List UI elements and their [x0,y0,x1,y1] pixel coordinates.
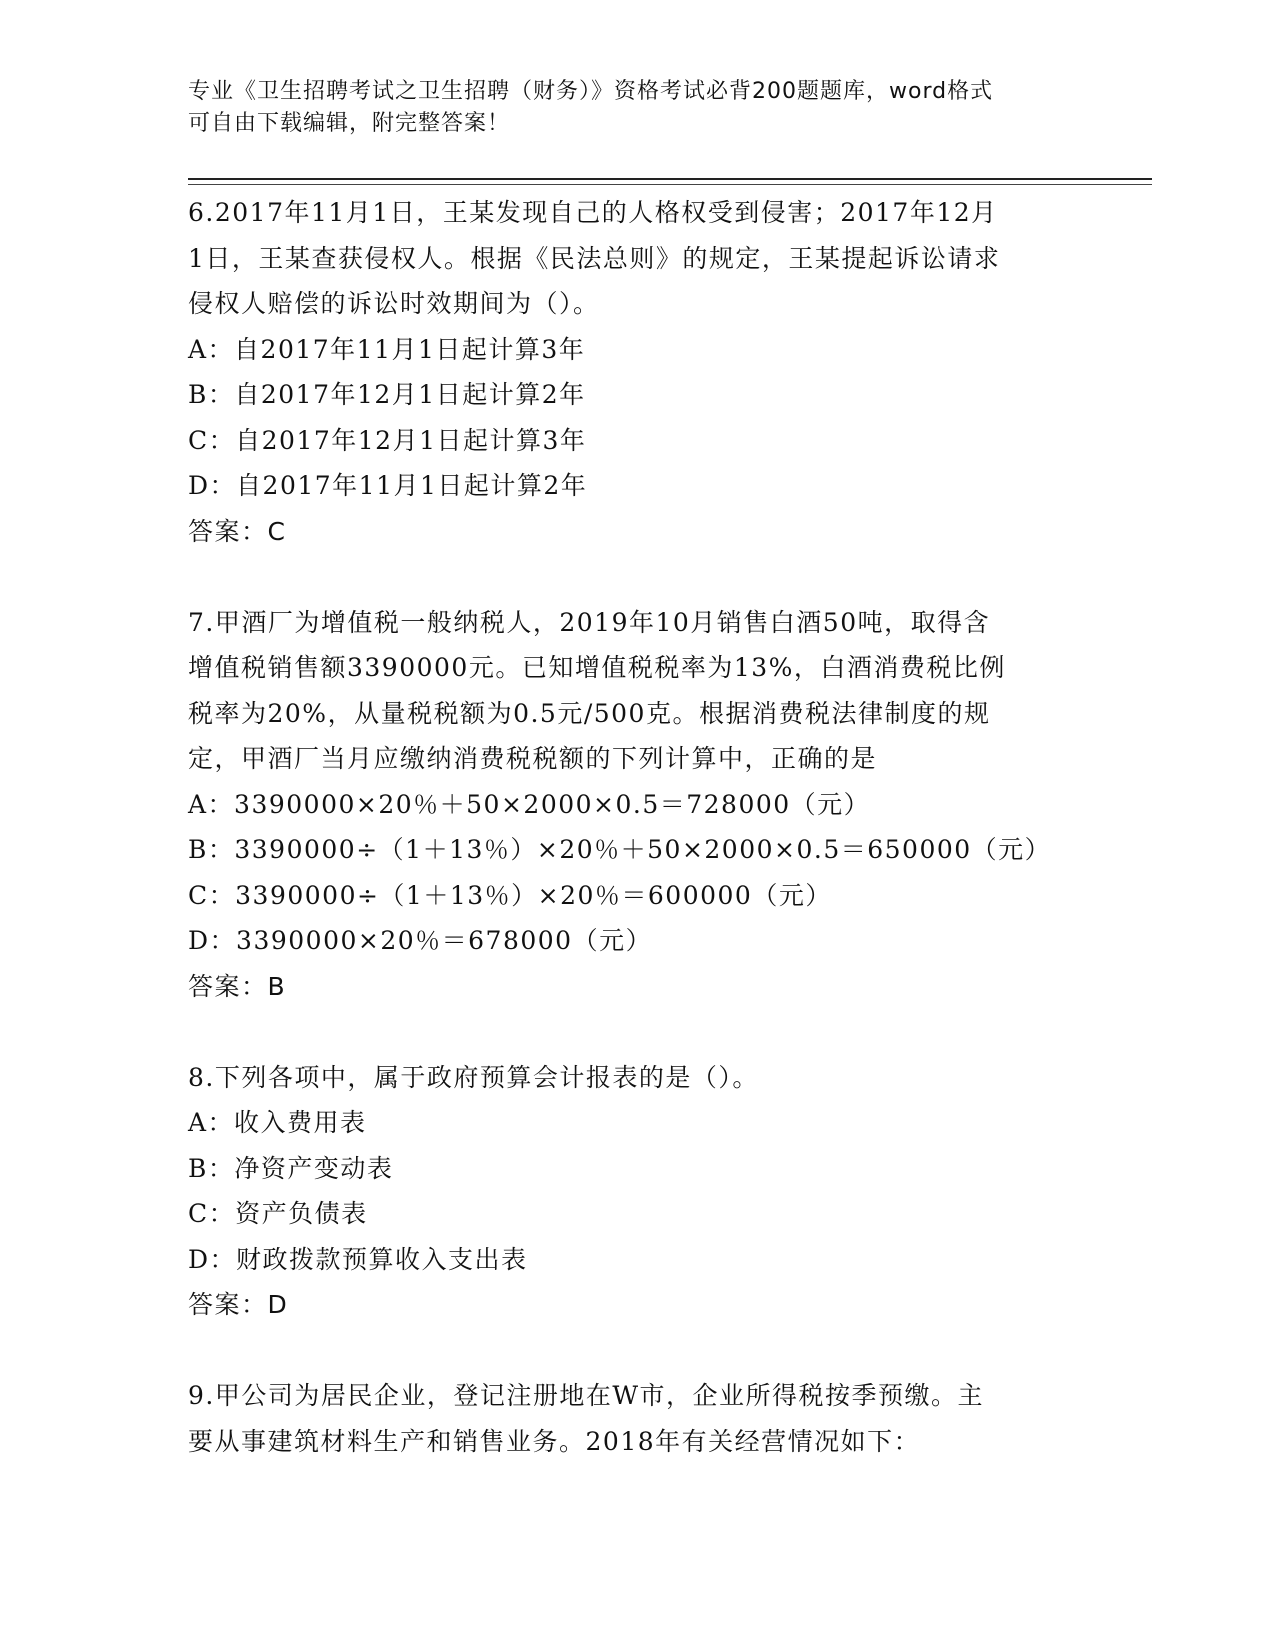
header-divider-thin [188,184,1152,185]
question-stem-line: 9.甲公司为居民企业，登记注册地在W市，企业所得税按季预缴。主 [188,1381,985,1410]
question-list [188,190,1088,1464]
question-stem-line: 8.下列各项中，属于政府预算会计报表的是（）。 [188,1062,759,1092]
document-header [188,76,1068,140]
option-c: C：自2017年12月1日起计算3年 [188,425,587,455]
option-c: C：资产负债表 [188,1199,368,1228]
option-a: A：自2017年11月1日起计算3年 [188,334,586,364]
answer: 答案：B [188,971,287,1001]
question-stem-line: 1日，王某查获侵权人。根据《民法总则》的规定，王某提起诉讼请求 [188,243,1001,273]
question-stem-line: 6.2017年11月1日，王某发现自己的人格权受到侵害；2017年12月 [188,198,998,227]
option-d: D：自2017年11月1日起计算2年 [188,471,588,500]
option-c: C：3390000÷（1＋13％）×20％＝600000（元） [188,880,832,910]
option-d: D：3390000×20％＝678000（元） [188,926,653,955]
question-stem-line: 定，甲酒厂当月应缴纳消费税税额的下列计算中，正确的是 [188,744,878,773]
question-stem-line: 7.甲酒厂为增值税一般纳税人，2019年10月销售白酒50吨，取得含 [188,607,991,637]
question-stem-line: 增值税销售额3390000元。已知增值税税率为13%，白酒消费税比例 [188,653,1006,682]
option-a: A：3390000×20％＋50×2000×0.5＝728000（元） [188,789,871,819]
header-line-2: 可自由下载编辑，附完整答案！ [188,111,511,136]
question-7 [188,600,1088,1010]
answer: 答案：D [188,1290,289,1319]
header-line-1: 专业《卫生招聘考试之卫生招聘（财务）》资格考试必背200题题库，word格式 [188,79,994,104]
question-stem-line: 税率为20%，从量税税额为0.5元/500克。根据消费税法律制度的规 [188,698,991,728]
question-stem-line: 要从事建筑材料生产和销售业务。2018年有关经营情况如下： [188,1426,921,1456]
question-8 [188,1055,1088,1328]
question-6 [188,190,1088,554]
question-9 [188,1373,1088,1464]
answer: 答案：C [188,516,287,546]
option-b: B：自2017年12月1日起计算2年 [188,380,586,409]
option-a: A：收入费用表 [188,1108,367,1137]
option-d: D：财政拨款预算收入支出表 [188,1244,528,1274]
header-divider-thick [188,178,1152,180]
option-b: B：净资产变动表 [188,1153,394,1183]
option-b: B：3390000÷（1＋13％）×20％＋50×2000×0.5＝650000（元） [188,835,1052,864]
question-stem-line: 侵权人赔偿的诉讼时效期间为（）。 [188,289,600,318]
